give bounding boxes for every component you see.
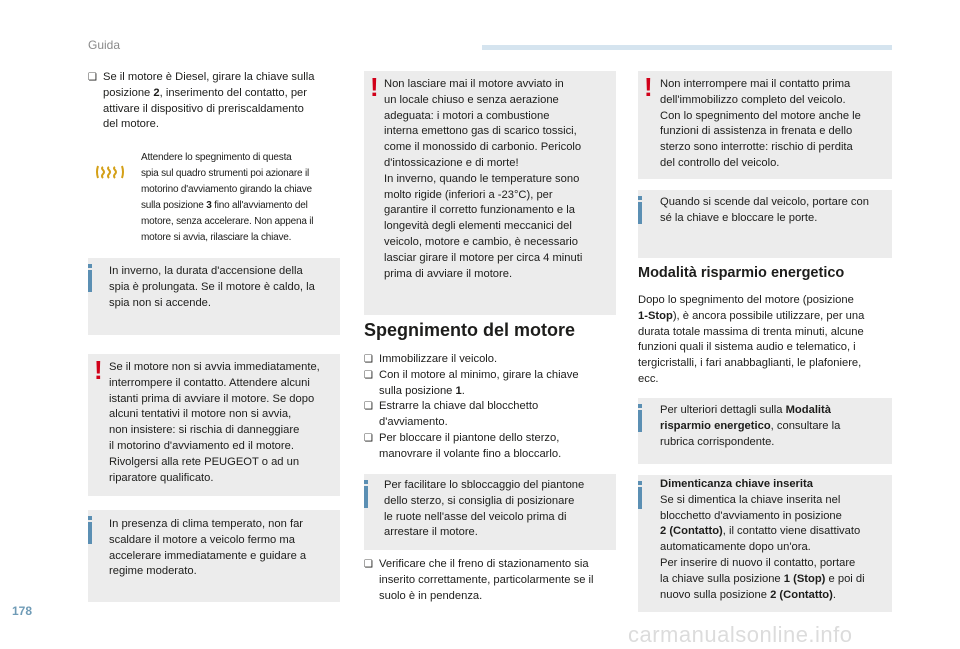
check-box-icon: ❏ [364, 354, 373, 365]
info-box-winter: In inverno, la durata d'accensione della spia è prolungata. Se il motore è caldo, la spia non si accende. [88, 258, 340, 335]
list-item: ❏ Verificare che il freno di stazionamento sia inserito correttamente, particolarmente se il suolo è in pendenza. [364, 558, 594, 602]
engine-off-steps [364, 352, 619, 463]
check-box-icon: ❏ [364, 369, 373, 381]
forgotten-key-title: Dimenticanza chiave inserita [660, 478, 813, 490]
check-box-icon: ❏ [88, 72, 97, 83]
glow-plug-note: Attendere lo spegnimento di questa spia sul quadro strumenti poi azionare il motorino d'avviamento girando la chiave sulla posizione 3 fino all'avviamento del motore, senza accelerare. Non appena il motore si avvia, rilasciare la chiave. [141, 152, 314, 243]
warning-box-ignition: ! Non interrompere mai il contatto prima dell'immobilizzo completo del veicolo. Con lo spegnimento del motore anche le funzioni di assistenza in frenata e dello sterzo sono interrotte: rischio di perdita del controllo del veicolo. [638, 71, 892, 179]
warning-box-running-engine: ! Non lasciare mai il motore avviato in un locale chiuso e senza aerazione adeguata: i motori a combustione interna emettono gas di scarico tossici, come il monossido di carbonio. Pericolo d'intossicazione e di morte! In inverno, quando le temperature sono molto rigide (inferiori a -23°C), per garantire il corretto funzionamento e la longevità degli elementi meccanici del veicolo, motore e cambio, è necessario lasciar girare il motore per circa 4 minuti prima di avviare il motore. [364, 71, 616, 315]
section-title-engine-off: Spegnimento del motore [364, 320, 576, 340]
page-number: 178 [12, 604, 33, 618]
info-box-forgotten-key: Dimenticanza chiave inserita Se si dimentica la chiave inserita nel blocchetto d'avviamento in posizione 2 (Contatto), il contatto viene disattivato automaticamente dopo un'ora. Per inserire di nuovo il contatto, portare la chiave sulla posizione 1 (Stop) e poi di nuovo sulla posizione 2 (Contatto). [638, 475, 892, 612]
header-label: Guida [88, 38, 121, 52]
list-item: ❏ Per bloccare il piantone dello sterzo, manovrare il volante fino a bloccarlo. [364, 431, 562, 460]
header-accent-bar [482, 45, 892, 50]
energy-saving-paragraph: Dopo lo spegnimento del motore (posizione 1-Stop), è ancora possibile utilizzare, per una durata totale massima di trenta minuti, alcune funzioni quali il sistema audio e telematico, i tergicristalli, i fari anabbaglianti, le plafoniere, ecc. [638, 294, 865, 385]
diesel-instruction [88, 70, 338, 133]
info-icon [88, 522, 92, 544]
check-box-icon: ❏ [364, 559, 373, 570]
info-icon [638, 487, 642, 509]
warning-icon: ! [644, 72, 653, 102]
glow-plug-icon [95, 164, 125, 185]
warning-box-no-start: ! Se il motore non si avvia immediatamente, interrompere il contatto. Attendere alcuni istanti prima di avviare il motore. Se dopo alcuni tentativi il motore non si avvia, non insistere: si rischia di danneggiare il motorino d'avviamento ed il motore. Rivolgersi alla rete PEUGEOT o ad un riparatore qualificato. [88, 354, 340, 496]
info-box-details: Per ulteriori dettagli sulla Modalità risparmio energetico, consultare la rubrica corrispondente. [638, 398, 892, 464]
info-icon [88, 270, 92, 292]
info-box-mild-climate: In presenza di clima temperato, non far scaldare il motore a veicolo fermo ma accelerare immediatamente e guidare a regime moderato. [88, 510, 340, 602]
watermark: carmanualsonline.info [628, 622, 853, 647]
info-icon [638, 202, 642, 224]
info-box-leave-vehicle: Quando si scende dal veicolo, portare con sé la chiave e bloccare le porte. [638, 190, 892, 258]
info-icon [364, 486, 368, 508]
list-item: ❏ Estrarre la chiave dal blocchetto d'avviamento. [364, 400, 539, 429]
list-item: ❏ Con il motore al minimo, girare la chiave sulla posizione 1. [364, 368, 579, 397]
info-box-steering-lock: Per facilitare lo sbloccaggio del piantone dello sterzo, si consiglia di posizionare le ruote nell'asse del veicolo prima di arrestare il motore. [364, 474, 616, 550]
check-box-icon: ❏ [364, 432, 373, 444]
section-title-energy-saving: Modalità risparmio energetico [638, 265, 845, 281]
check-box-icon: ❏ [364, 401, 373, 413]
warning-icon: ! [370, 72, 379, 102]
list-item: ❏ Se il motore è Diesel, girare la chiave sulla posizione 2, inserimento del contatto, per attivare il dispositivo di preriscaldamento del motore. [88, 71, 315, 131]
list-item: ❏ Immobilizzare il veicolo. [364, 352, 619, 368]
warning-icon: ! [94, 355, 103, 385]
info-icon [638, 410, 642, 432]
parking-brake-step [364, 557, 624, 604]
